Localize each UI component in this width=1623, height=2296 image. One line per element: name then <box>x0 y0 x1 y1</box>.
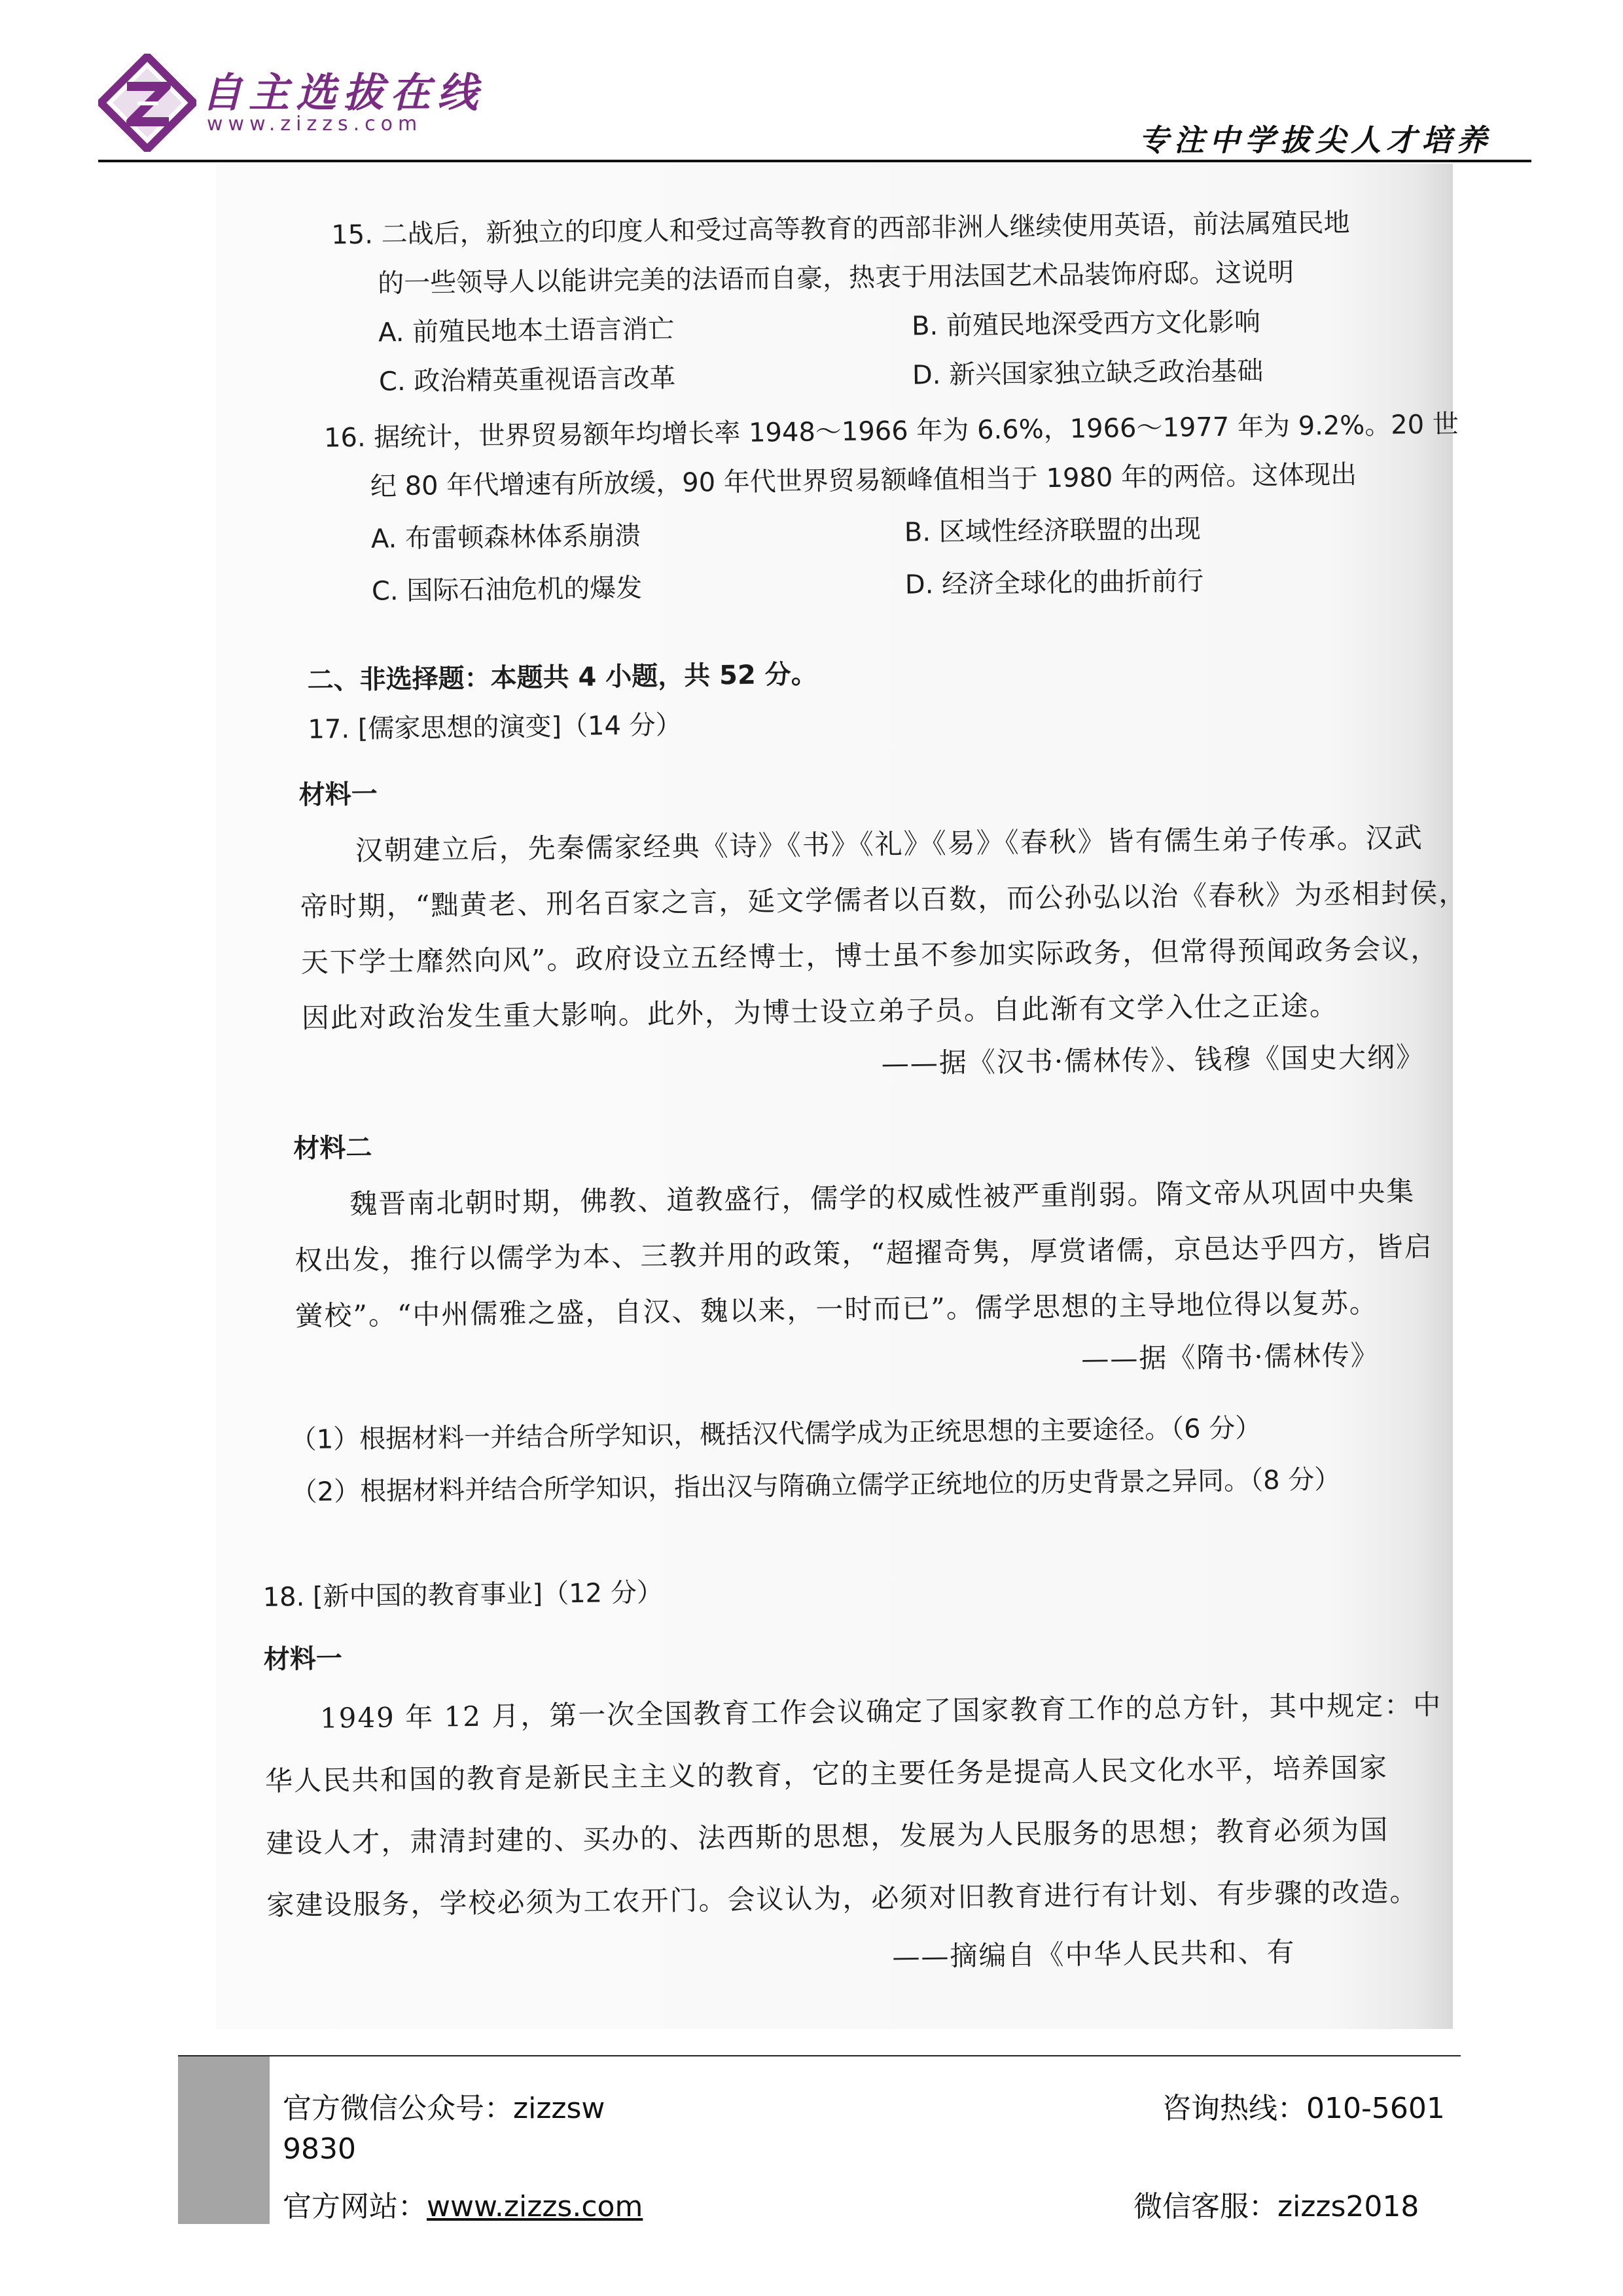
footer-wechat-continued: 9830 <box>283 2132 356 2166</box>
q17-material1-line1: 汉朝建立后，先秦儒家经典《诗》《书》《礼》《易》《春秋》皆有儒生弟子传承。汉武 <box>355 821 1423 867</box>
q17-material1-line3: 天下学士靡然向风”。政府设立五经博士，博士虽不参加实际政务，但常得预闻政务会议， <box>300 932 1440 979</box>
q16-option-b: B. 区域性经济联盟的出现 <box>904 514 1202 548</box>
q17-sub-question-2: （2）根据材料并结合所学知识，指出汉与隋确立儒学正统地位的历史背景之异同。（8 分） <box>291 1464 1341 1508</box>
q15-stem-line1: 15. 二战后，新独立的印度人和受过高等教育的西部非洲人继续使用英语，前法属殖民地 <box>330 207 1350 251</box>
q17-material2-source: ——据《隋书·儒林传》 <box>1081 1338 1380 1375</box>
q17-material2-line3: 黉校”。“中州儒雅之盛，自汉、魏以来，一时而已”。儒学思想的主导地位得以复苏。 <box>295 1286 1379 1333</box>
footer-side-block <box>178 2056 270 2224</box>
q18-material1-source: ——摘编自《中华人民共和、有 <box>892 1935 1296 1973</box>
footer-hotline-value: 010-5601 <box>1306 2092 1445 2125</box>
q15-option-b: B. 前殖民地深受西方文化影响 <box>911 307 1261 342</box>
q18-title: 18. [新中国的教育事业]（12 分） <box>262 1577 664 1613</box>
q16-stem-line2: 纪 80 年代增速有所放缓，90 年代世界贸易额峰值相当于 1980 年的两倍。这体现出 <box>370 459 1357 502</box>
q15-option-d: D. 新兴国家独立缺乏政治基础 <box>912 356 1264 391</box>
footer-service-label: 微信客服： <box>1133 2190 1277 2223</box>
brand-logo-icon <box>98 54 196 152</box>
q17-material2-line1: 魏晋南北朝时期，佛教、道教盛行，儒学的权威性被严重削弱。隋文帝从巩固中央集 <box>349 1175 1416 1221</box>
footer-service-value: zizzs2018 <box>1277 2190 1419 2223</box>
footer-wechat-value: zizzsw <box>513 2092 605 2125</box>
q18-material1-line3: 建设人才，肃清封建的、买办的、法西斯的思想，发展为人民服务的思想；教育必须为国 <box>265 1813 1389 1859</box>
scanned-exam-page <box>216 164 1468 2029</box>
footer-hotline-label: 咨询热线： <box>1162 2092 1306 2125</box>
footer-service <box>1133 2183 1419 2225</box>
q18-material1-line4: 家建设服务，学校必须为工农开门。会议认为，必须对旧教育进行有计划、有步骤的改造。 <box>266 1875 1419 1922</box>
footer-website-link[interactable]: www.zizzs.com <box>427 2190 643 2223</box>
footer-wechat <box>283 2085 605 2126</box>
section2-heading: 二、非选择题：本题共 4 小题，共 52 分。 <box>307 659 818 696</box>
footer-hotline <box>1162 2085 1445 2126</box>
brand-name: 自主选拔在线 <box>202 69 485 117</box>
q17-sub-question-1: （1）根据材料一并结合所学知识，概括汉代儒学成为正统思想的主要途径。（6 分） <box>290 1413 1262 1456</box>
footer-divider <box>178 2055 1461 2056</box>
q18-material1-line1: 1949 年 12 月，第一次全国教育工作会议确定了国家教育工作的总方针，其中规定：中 <box>319 1688 1442 1734</box>
q16-option-a: A. 布雷顿森林体系崩溃 <box>370 520 641 554</box>
q15-option-a: A. 前殖民地本土语言消亡 <box>378 314 675 348</box>
q17-material2-label: 材料二 <box>293 1132 372 1164</box>
footer-website-label: 官方网站： <box>283 2190 427 2223</box>
slogan: 专注中学拔尖人才培养 <box>1139 122 1492 158</box>
q16-option-d: D. 经济全球化的曲折前行 <box>904 566 1204 600</box>
q15-option-c: C. 政治精英重视语言改革 <box>378 363 676 397</box>
q16-option-c: C. 国际石油危机的爆发 <box>371 573 643 607</box>
q17-material1-line4: 因此对政治发生重大影响。此外，为博士设立弟子员。自此渐有文学入仕之正途。 <box>301 989 1339 1035</box>
q18-material1-label: 材料一 <box>263 1643 343 1675</box>
q15-stem-line2: 的一些领导人以能讲完美的法语而自豪，热衷于用法国艺术品装饰府邸。这说明 <box>377 257 1294 299</box>
q17-material1-label: 材料一 <box>298 779 378 811</box>
q17-material1-source: ——据《汉书·儒林传》、钱穆《国史大纲》 <box>881 1041 1425 1080</box>
footer-website <box>283 2183 643 2225</box>
brand-url: www.zizzs.com <box>207 113 423 135</box>
q17-material1-line2: 帝时期，“黜黄老、刑名百家之言，延文学儒者以百数，而公孙弘以治《春秋》为丞相封侯， <box>300 876 1468 924</box>
header-divider <box>98 160 1531 162</box>
q18-material1-line2: 华人民共和国的教育是新民主主义的教育，它的主要任务是提高人民文化水平，培养国家 <box>264 1751 1389 1797</box>
q17-title: 17. [儒家思想的演变]（14 分） <box>308 709 682 745</box>
q16-stem-line1: 16. 据统计，世界贸易额年均增长率 1948～1966 年为 6.6%，1966～1977 年为 9.2%。20 世 <box>323 409 1459 454</box>
q17-material2-line2: 权出发，推行以儒学为本、三教并用的政策，“超擢奇隽，厚赏诸儒，京邑达乎四方，皆启 <box>294 1230 1434 1277</box>
footer-wechat-label: 官方微信公众号： <box>283 2092 513 2125</box>
